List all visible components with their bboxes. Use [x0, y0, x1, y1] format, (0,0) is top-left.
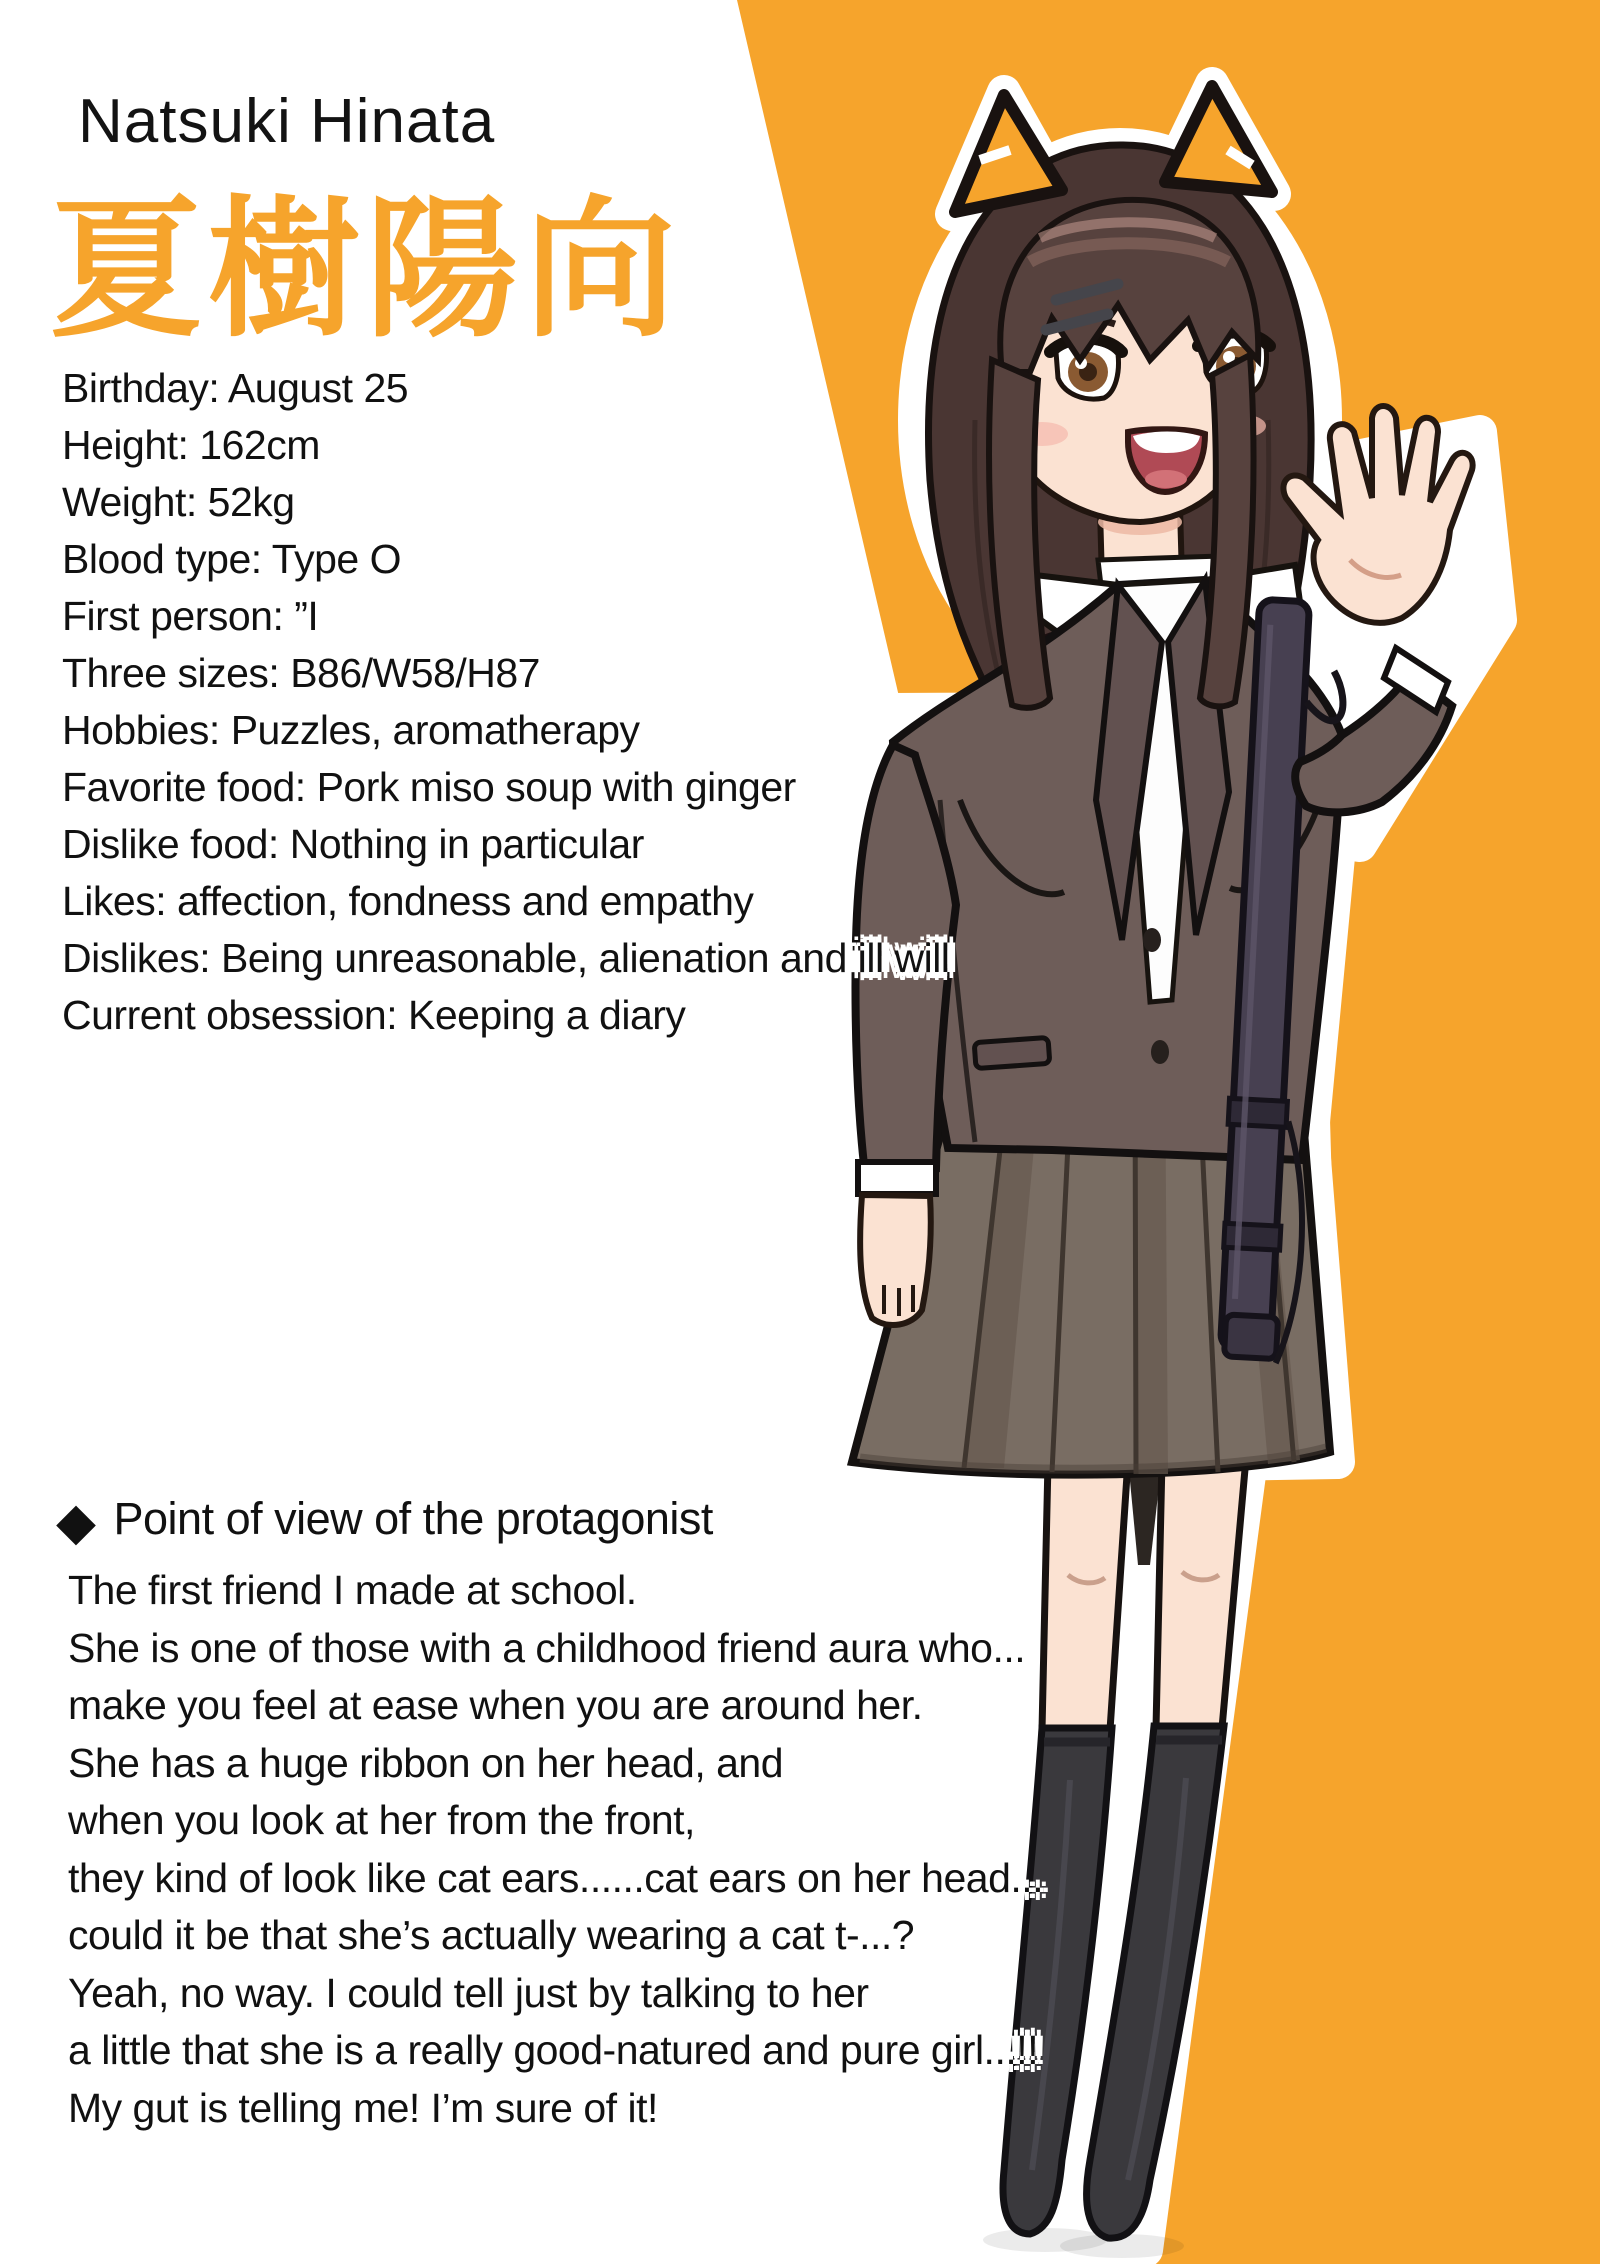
profile-line-three-sizes: Three sizes: B86/W58/H87	[62, 650, 540, 696]
profile-line-height: Height: 162cm	[62, 422, 320, 468]
character-name-english: Natsuki Hinata	[78, 87, 496, 156]
profile-line-hobbies: Hobbies: Puzzles, aromatherapy	[62, 707, 640, 753]
profile-line-dislike-food: Dislike food: Nothing in particular	[62, 821, 644, 867]
diamond-bullet-icon: ◆	[56, 1493, 96, 1551]
pov-paragraph	[68, 1562, 1043, 2137]
pov-line: My gut is telling me! I’m sure of it!	[68, 2084, 658, 2131]
pov-line: She is one of those with a childhood friend aura who...	[68, 1624, 1026, 1671]
profile-line-favorite-food: Favorite food: Pork miso soup with ginger	[62, 764, 796, 810]
profile-line-first-person: First person: ”I	[62, 593, 319, 639]
pov-section-heading	[56, 1492, 713, 1552]
profile-line-weight: Weight: 52kg	[62, 479, 295, 525]
character-name-kanji: 夏樹陽向	[50, 185, 682, 355]
pov-line: could it be that she’s actually wearing a cat t-...?	[68, 1912, 915, 1958]
pov-heading-label: Point of view of the protagonist	[113, 1493, 713, 1544]
pov-line: a little that she is a really good-natured and pure girl...!!	[68, 2027, 1039, 2073]
profile-line-blood-type: Blood type: Type O	[62, 536, 401, 582]
profile-stats-list	[62, 360, 949, 1044]
pov-line: Yeah, no way. I could tell just by talking to her	[68, 1969, 869, 2016]
profile-line-obsession: Current obsession: Keeping a diary	[62, 992, 686, 1038]
profile-line-likes: Likes: affection, fondness and empathy	[62, 878, 754, 924]
pov-line: The first friend I made at school.	[68, 1567, 637, 1613]
pov-line: they kind of look like cat ears......cat ears on her head...	[68, 1854, 1044, 1901]
profile-line-birthday: Birthday: August 25	[62, 365, 409, 411]
pov-line: when you look at her from the front,	[68, 1797, 695, 1843]
profile-line-dislikes: Dislikes: Being unreasonable, alienation and ill will	[62, 935, 950, 981]
pov-line: She has a huge ribbon on her head, and	[68, 1739, 784, 1786]
pov-line: make you feel at ease when you are around her.	[68, 1682, 923, 1728]
